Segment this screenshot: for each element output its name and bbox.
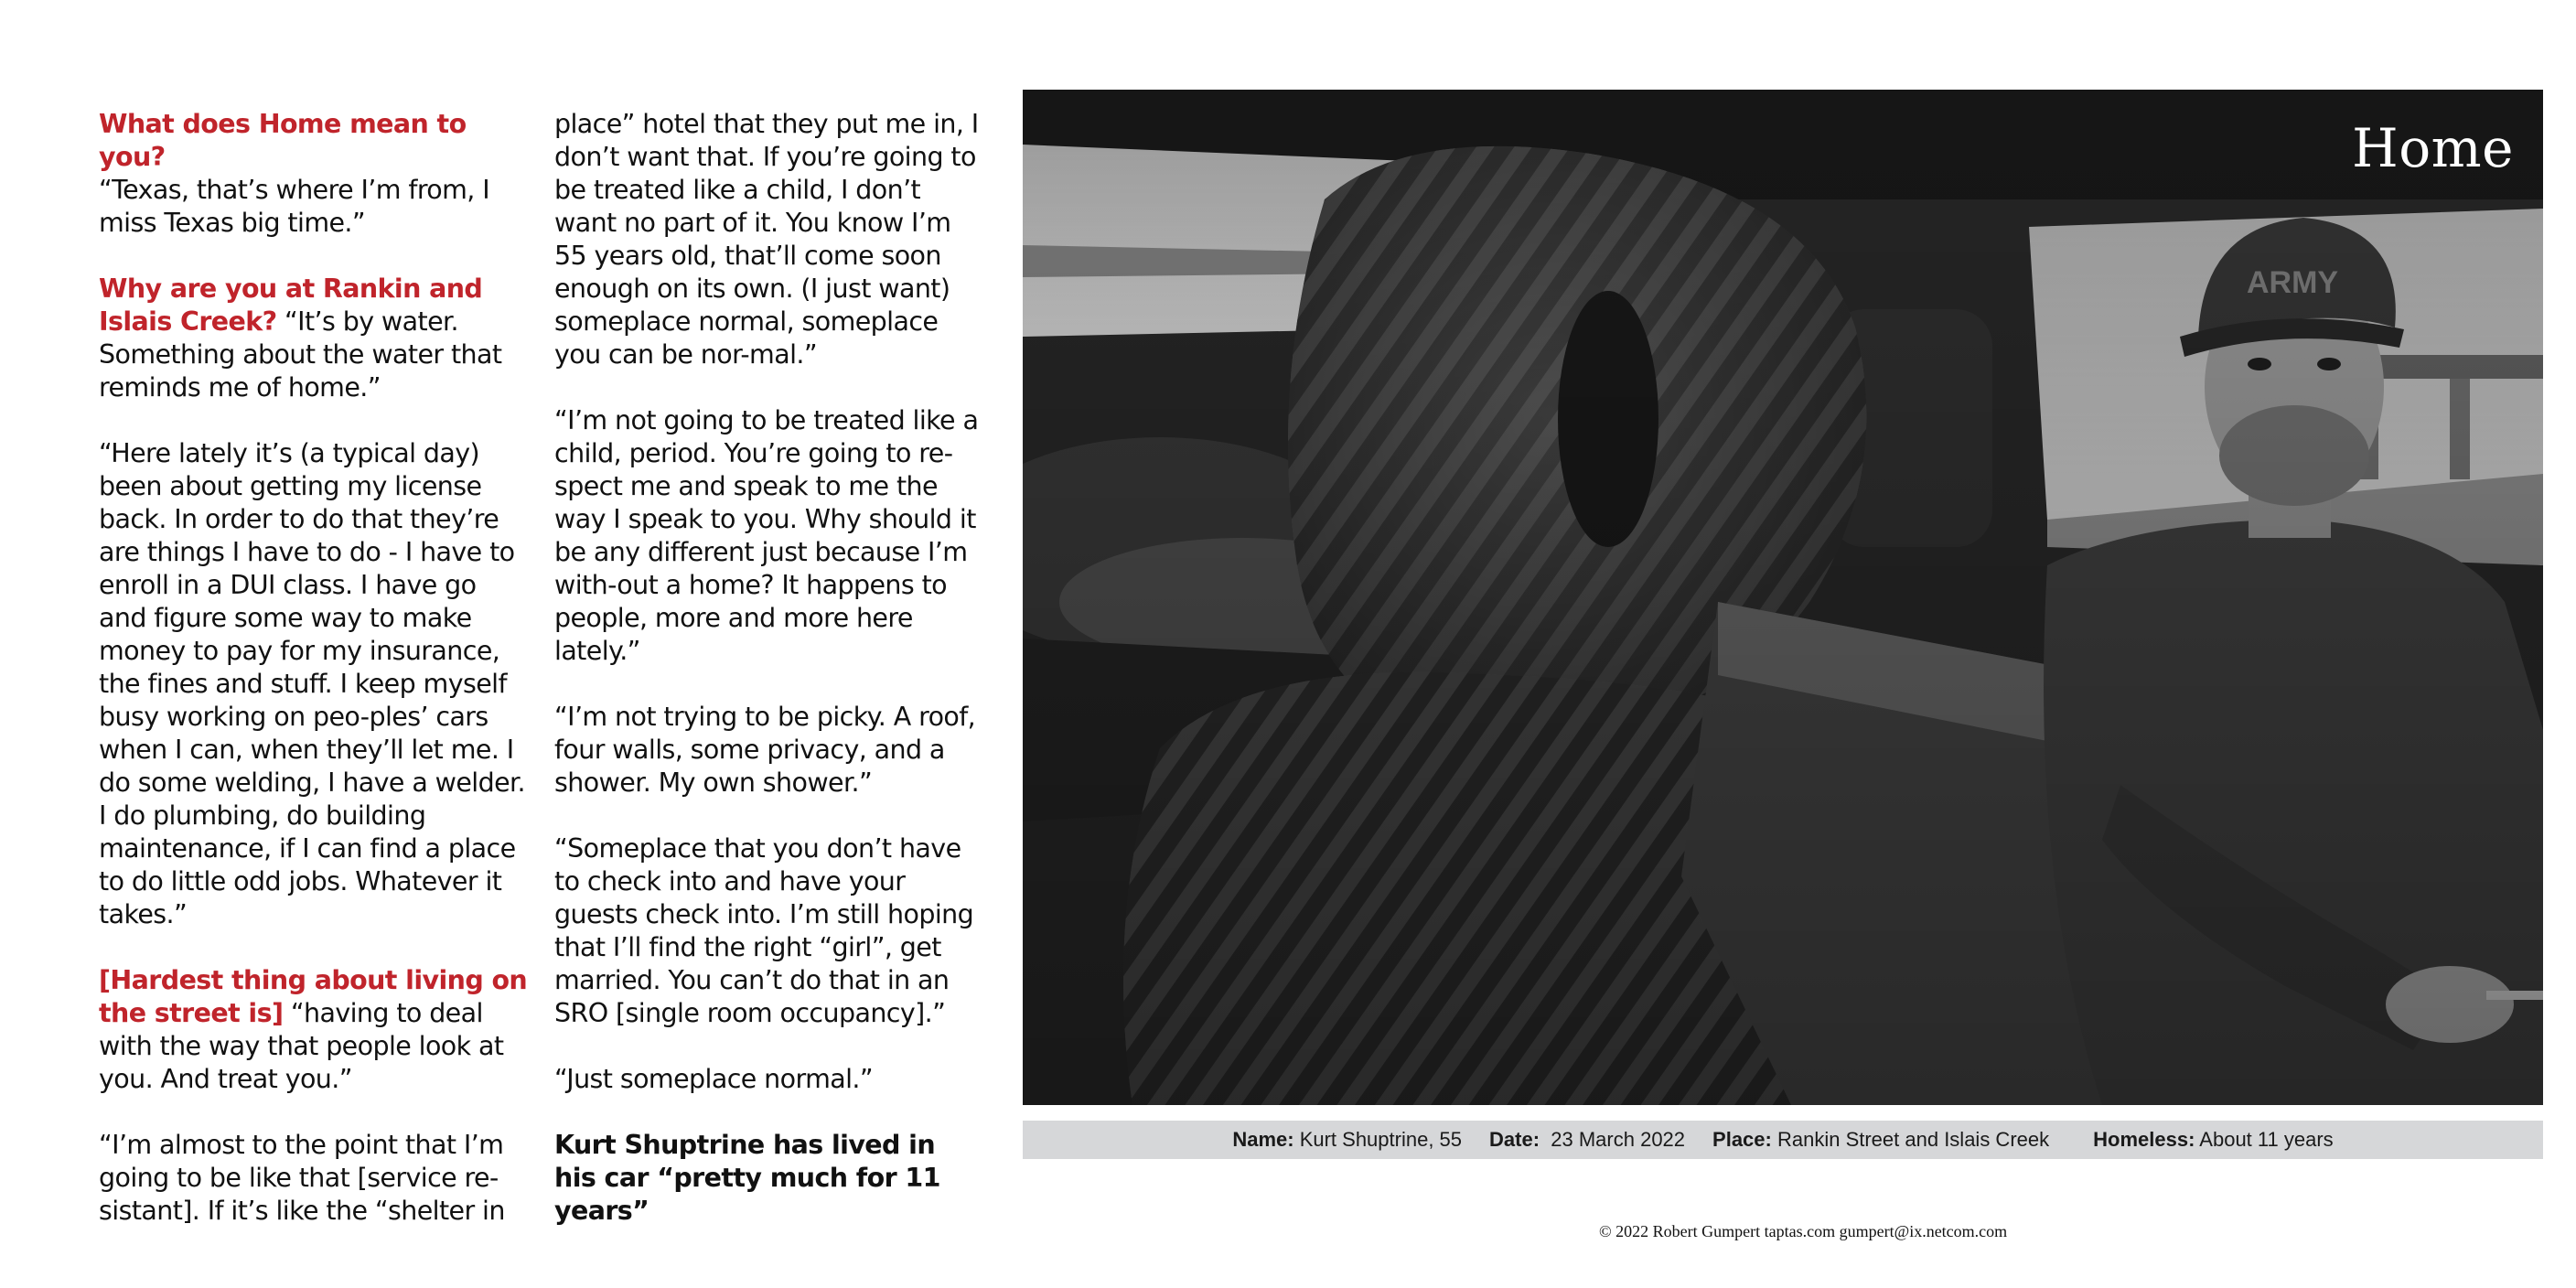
- caption-homeless: [2093, 1128, 2334, 1152]
- caption-place-value: Rankin Street and Islais Creek: [1771, 1128, 2050, 1151]
- answer-hardest-thing: “having to deal with the way that people look at you. And treat you.”: [99, 998, 504, 1094]
- paragraph-someplace: “Someplace that you don’t have to check into and have your guests check into. I’m still hoping that I’ll find the right “girl”, get married. You can’t do that in an SRO [single room occupancy].”: [554, 833, 974, 1028]
- caption-homeless-value: About 11 years: [2195, 1128, 2334, 1151]
- photo-title: Home: [2352, 117, 2514, 179]
- caption-name-value: Kurt Shuptrine, 55: [1293, 1128, 1463, 1151]
- caption-date: [1489, 1128, 1685, 1152]
- question-hardest-thing: [Hardest thing about living on the street is]: [99, 965, 528, 1028]
- paragraph-home-question: [99, 108, 529, 240]
- closing-statement: Kurt Shuptrine has lived in his car “pretty much for 11 years”: [554, 1130, 940, 1226]
- paragraph-respect: “I’m not going to be treated like a child, period. You’re going to re-spect me and speak to me the way I speak to you. Why should it be any different just because I’m with-out a home? It happens to people, more and more here lately.”: [554, 405, 979, 666]
- answer-home: “Texas, that’s where I’m from, I miss Texas big time.”: [99, 175, 490, 238]
- portrait-photo: [1023, 90, 2543, 1105]
- right-text-column: [554, 108, 984, 1261]
- question-home: What does Home mean to you?: [99, 109, 467, 172]
- caption-name-label: Name:: [1232, 1128, 1294, 1151]
- caption-bar: [1023, 1121, 2543, 1159]
- paragraph-location-question: [99, 273, 529, 404]
- caption-date-value: 23 March 2022: [1540, 1128, 1686, 1151]
- paragraph-hotel: place” hotel that they put me in, I don’t want that. If you’re going to be treated like a child, I don’t want no part of it. You know I’m 55 years old, that’ll come soon enough on its own. (I just want) someplace normal, someplace you can be nor-mal.”: [554, 109, 979, 370]
- caption-place-label: Place:: [1712, 1128, 1772, 1151]
- paragraph-service-resistant: “I’m almost to the point that I’m going to be like that [service re-sistant]. If it’s like the “shelter in: [99, 1130, 505, 1226]
- caption-date-label: Date:: [1489, 1128, 1540, 1151]
- copyright-footer: © 2022 Robert Gumpert taptas.com gumpert@ix.netcom.com: [1599, 1222, 2008, 1240]
- paragraph-typical-day: “Here lately it’s (a typical day) been about getting my license back. In order to do that they’re are things I have to do - I have to enroll in a DUI class. I have go and figure some way to make money to pay for my insurance, the fines and stuff. I keep myself busy working on peo-ples’ cars when I can, when they’ll let me. I do some welding, I have a welder. I do plumbing, do building maintenance, if I can find a place to do little odd jobs. Whatever it takes.”: [99, 438, 525, 929]
- answer-location: “It’s by water. Something about the water that reminds me of home.”: [99, 306, 502, 402]
- question-location: Why are you at Rankin and Islais Creek?: [99, 274, 483, 337]
- paragraph-normal: “Just someplace normal.”: [554, 1064, 874, 1094]
- left-text-column: [99, 108, 529, 1261]
- caption-place: [1712, 1128, 2049, 1152]
- paragraph-roof: “I’m not trying to be picky. A roof, four walls, some privacy, and a shower. My own shower.”: [554, 702, 976, 798]
- caption-name: [1232, 1128, 1462, 1152]
- photo-illustration: [1023, 90, 2543, 1105]
- caption-homeless-label: Homeless:: [2093, 1128, 2195, 1151]
- paragraph-hardest-thing: [99, 964, 529, 1096]
